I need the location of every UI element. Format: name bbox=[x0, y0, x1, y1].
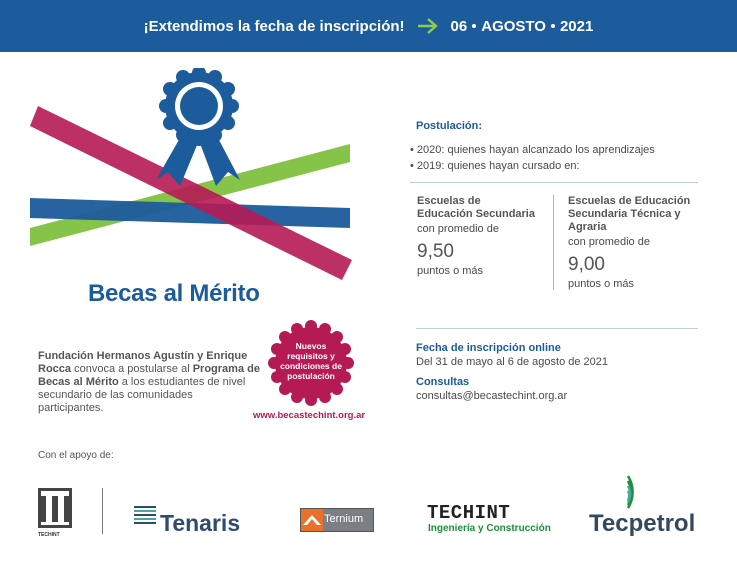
intro-paragraph bbox=[38, 350, 260, 415]
postulacion-section bbox=[410, 120, 710, 290]
column-value: 9,00 bbox=[568, 254, 605, 275]
column-heading: Secundaria Técnica y Agraria bbox=[568, 208, 681, 233]
support-label: Con el apoyo de: bbox=[38, 450, 114, 461]
sponsor-logos bbox=[0, 470, 737, 560]
tenaris-wordmark: Tenaris bbox=[160, 510, 241, 536]
badge-line: condiciones de bbox=[280, 361, 342, 371]
ternium-wordmark: Ternium bbox=[324, 513, 364, 525]
website-link[interactable]: www.becastechint.org.ar bbox=[253, 410, 366, 421]
consultas-title: Consultas bbox=[416, 376, 470, 388]
column-tecnica bbox=[553, 195, 696, 290]
column-heading: Escuelas de Educación bbox=[568, 195, 691, 207]
bullet-2019: • 2019: quienes hayan cursado en: bbox=[410, 160, 580, 172]
tt-caption: TECHINT bbox=[38, 532, 60, 538]
techint-tt-logo-icon bbox=[38, 488, 72, 532]
consultas-email[interactable]: consultas@becastechint.org.ar bbox=[416, 390, 568, 402]
requirements-columns bbox=[410, 195, 710, 290]
ternium-roof-icon bbox=[301, 509, 323, 531]
dot-separator bbox=[551, 24, 555, 28]
inscripcion-title: Fecha de inscripción online bbox=[416, 342, 561, 354]
badge-line: postulación bbox=[287, 371, 335, 381]
column-sub: con promedio de bbox=[568, 236, 650, 248]
techint-subtitle: Ingeniería y Construcción bbox=[428, 523, 551, 534]
intro-program: Programa de Becas al Mérito bbox=[38, 363, 260, 388]
top-banner bbox=[0, 0, 737, 52]
banner-text: ¡Extendimos la fecha de inscripción! bbox=[143, 17, 405, 35]
intro-org: Fundación Hermanos Agustín y Enrique Rocca bbox=[38, 350, 248, 375]
banner-month: AGOSTO bbox=[481, 17, 546, 35]
column-suffix: puntos o más bbox=[417, 265, 484, 277]
hero-title: Becas al Mérito bbox=[88, 280, 260, 307]
column-value: 9,50 bbox=[417, 241, 454, 262]
tecpetrol-arcs-icon bbox=[624, 472, 660, 510]
banner-date bbox=[451, 18, 594, 35]
banner-year: 2021 bbox=[559, 17, 594, 35]
badge-line: Nuevos bbox=[295, 341, 327, 351]
bullet-2020: • 2020: quienes hayan alcanzado los aprendizajes bbox=[410, 144, 655, 156]
intro-text: convoca a postularse al bbox=[71, 363, 193, 375]
badge-line: requisitos y bbox=[287, 351, 335, 361]
column-heading: Escuelas de bbox=[417, 195, 481, 207]
techint-wordmark: TECHINT bbox=[427, 502, 511, 524]
tecpetrol-wordmark: Tecpetrol bbox=[589, 510, 696, 537]
arrow-right-icon bbox=[417, 17, 439, 35]
tenaris-stripes-icon bbox=[134, 506, 156, 526]
ribbons-medal-illustration bbox=[30, 68, 360, 283]
badge-text bbox=[274, 341, 348, 381]
postulacion-title: Postulación: bbox=[416, 120, 483, 132]
postulacion-bullets bbox=[410, 144, 710, 172]
info-section bbox=[416, 342, 608, 410]
intro-text: a los estudiantes de nivel secundario de las comunidades participantes. bbox=[38, 376, 246, 414]
divider bbox=[416, 328, 698, 329]
column-suffix: puntos o más bbox=[568, 278, 635, 290]
divider bbox=[410, 182, 698, 183]
column-secundaria bbox=[410, 195, 553, 290]
banner-day: 06 bbox=[450, 17, 468, 35]
column-heading: Educación Secundaria bbox=[417, 208, 535, 220]
dot-separator bbox=[472, 24, 476, 28]
logo-divider bbox=[102, 488, 103, 534]
column-sub: con promedio de bbox=[417, 223, 499, 235]
inscripcion-value: Del 31 de mayo al 6 de agosto de 2021 bbox=[416, 356, 609, 368]
